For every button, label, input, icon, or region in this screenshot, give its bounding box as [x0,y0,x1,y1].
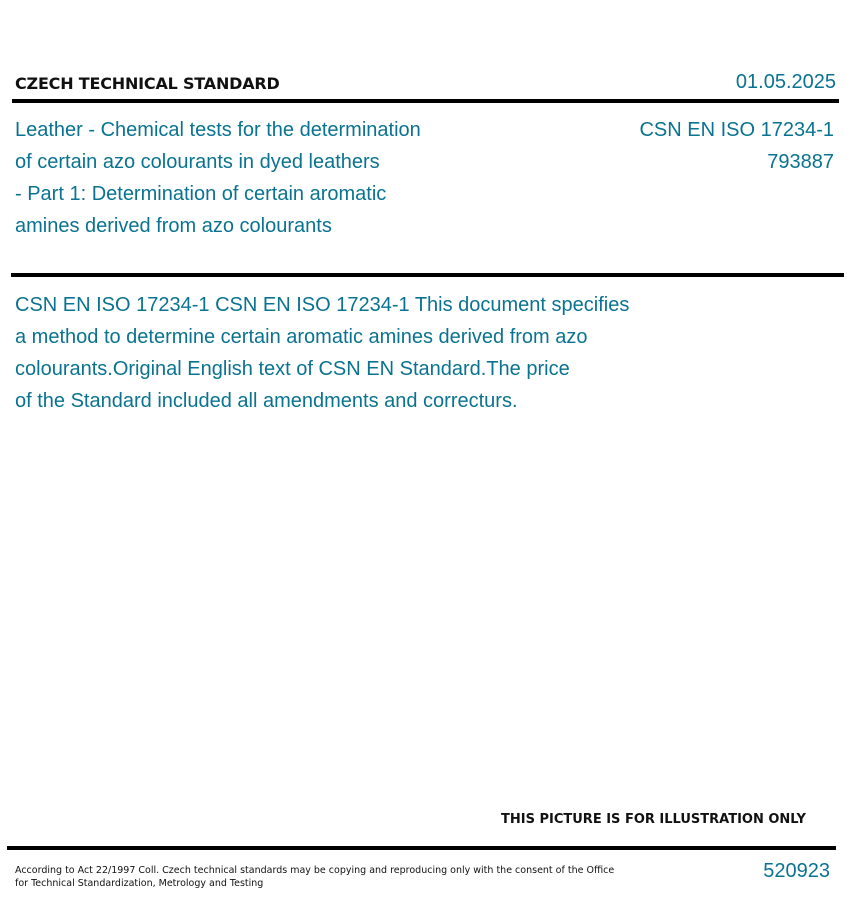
illustration-disclaimer: THIS PICTURE IS FOR ILLUSTRATION ONLY [501,812,806,827]
document-type-label: CZECH TECHNICAL STANDARD [15,74,280,93]
footer-divider [7,846,836,850]
standard-description: CSN EN ISO 17234-1 CSN EN ISO 17234-1 This document specifies a method to determine certain aromatic amines derived from azo colourants.Original English text of CSN EN Standard.The price of the Standard included all amendments and correcturs. [15,294,630,412]
standard-title: Leather - Chemical tests for the determination of certain azo colourants in dyed leathers - Part 1: Determination of certain aromatic amines derived from azo colourants [15,119,421,237]
legal-notice: According to Act 22/1997 Coll. Czech technical standards may be copying and reproducing only with the consent of the Office for Technical Standardization, Metrology and Testing [15,865,615,889]
standard-code: CSN EN ISO 17234-1 [639,119,834,141]
publication-date: 01.05.2025 [735,71,836,93]
section-divider [11,273,844,277]
catalog-number: 793887 [767,151,834,173]
header-divider [12,99,839,103]
footer-number: 520923 [763,860,830,882]
